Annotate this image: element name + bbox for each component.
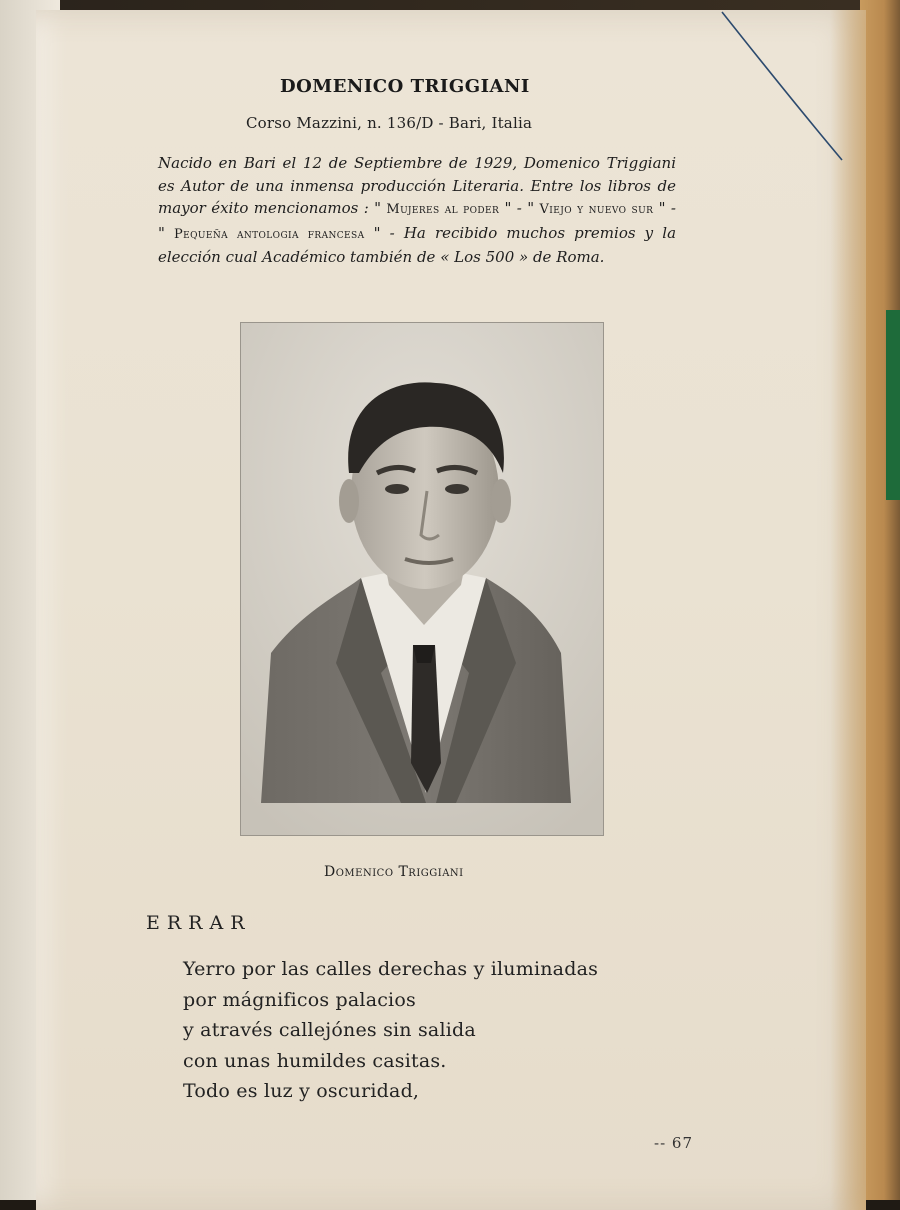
bio-text-start: Nacido en Bari el 12 de Septiembre de 1929, Domenico Triggiani es Autor de una inmensa producción Literaria. Entre los libros de mayor éxito mencionamos : " bbox=[158, 154, 676, 217]
poem-body bbox=[183, 954, 598, 1107]
book-title-antologia: Pequeña antologia francesa bbox=[174, 226, 365, 242]
portrait-caption: Domenico Triggiani bbox=[324, 864, 464, 880]
author-heading: DOMENICO TRIGGIANI bbox=[280, 76, 530, 97]
author-address: Corso Mazzini, n. 136/D - Bari, Italia bbox=[246, 114, 533, 132]
poem-line: Yerro por las calles derechas y iluminadas bbox=[183, 958, 599, 980]
page-edge-stain bbox=[830, 10, 866, 1210]
poem-line: Todo es luz y oscuridad, bbox=[183, 1080, 420, 1102]
book-title-mujeres: Mujeres al poder bbox=[386, 202, 500, 217]
author-biography bbox=[158, 152, 676, 269]
bio-text-end: " - Ha recibido muchos premios y la elección cual Académico también de « Los 500 » de Roma. bbox=[158, 223, 677, 266]
poem-line: con unas humildes casitas. bbox=[183, 1049, 447, 1072]
book-title-viejo: Viejo y nuevo sur bbox=[539, 202, 654, 217]
right-page-edges bbox=[860, 0, 900, 1200]
green-book-spine bbox=[886, 310, 900, 500]
page-number: -- 67 bbox=[654, 1134, 693, 1152]
portrait-illustration bbox=[241, 323, 603, 835]
bio-separator: " - " bbox=[158, 199, 676, 242]
poem-line: por mágnificos palacios bbox=[183, 988, 416, 1011]
bio-separator: " - " bbox=[499, 199, 540, 217]
poem-title: ERRAR bbox=[146, 912, 252, 934]
poem-line: y através callejónes sin salida bbox=[183, 1019, 476, 1041]
author-portrait bbox=[240, 322, 604, 836]
